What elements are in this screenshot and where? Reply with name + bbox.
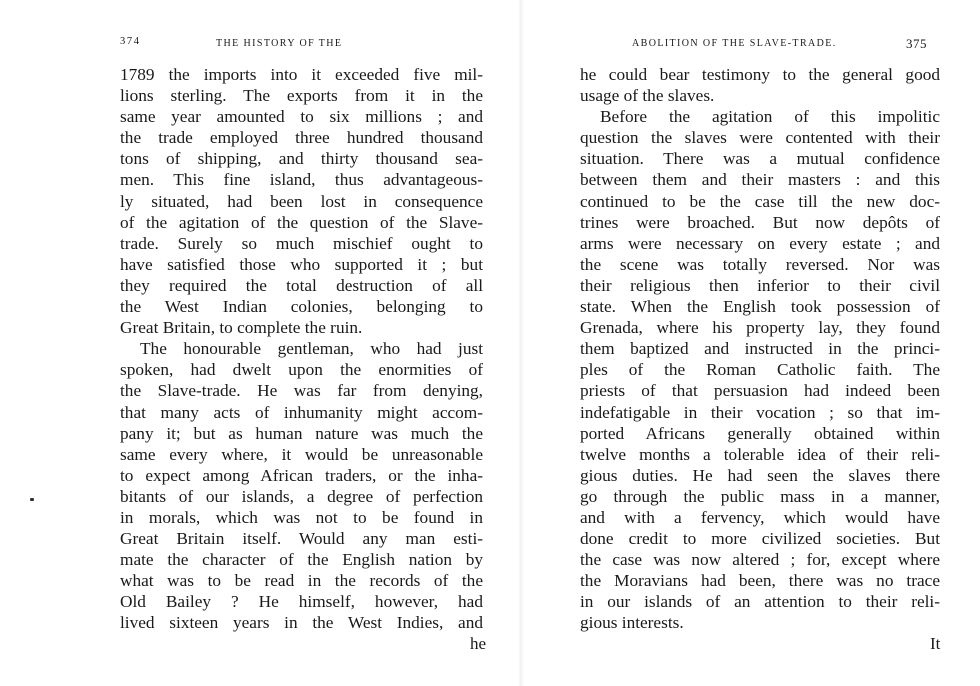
text-line: same every where, it would be unreasonable bbox=[120, 444, 483, 464]
text-line: them baptized and instructed in the princi- bbox=[580, 339, 940, 359]
text-line: indefatigable in their vocation ; so that im- bbox=[580, 402, 940, 422]
left-running-head: THE HISTORY OF THE bbox=[216, 38, 343, 49]
text-line: Grenada, where his property lay, they found bbox=[580, 318, 940, 338]
left-page-number: 374 bbox=[120, 36, 141, 47]
text-line: situation. There was a mutual confidence bbox=[580, 149, 940, 169]
text-line: the West Indian colonies, belonging to bbox=[120, 297, 483, 317]
text-line: he could bear testimony to the general good bbox=[580, 65, 940, 84]
text-line: question the slaves were contented with their bbox=[580, 128, 940, 148]
text-line: ly situated, had been lost in consequence bbox=[120, 191, 483, 211]
text-line: lions sterling. The exports from it in the bbox=[120, 86, 483, 106]
text-line: and with a fervency, which would have bbox=[580, 507, 940, 527]
right-catchword: It bbox=[930, 634, 941, 653]
text-line: 1789 the imports into it exceeded five mil- bbox=[120, 65, 483, 84]
text-line: tons of shipping, and thirty thousand sea- bbox=[120, 149, 483, 169]
right-text-block bbox=[580, 64, 940, 634]
text-line: trines were broached. But now depôts of bbox=[580, 212, 940, 232]
right-page bbox=[520, 0, 980, 686]
text-line: bitants of our islands, a degree of perfection bbox=[120, 486, 483, 506]
text-line: the trade employed three hundred thousand bbox=[120, 128, 483, 148]
text-line: the Moravians had been, there was no trace bbox=[580, 571, 940, 591]
text-line: that many acts of inhumanity might accom- bbox=[120, 402, 483, 422]
right-page-number: 375 bbox=[906, 36, 927, 51]
right-running-head: ABOLITION OF THE SLAVE-TRADE. bbox=[632, 38, 837, 49]
text-line: they required the total destruction of all bbox=[120, 275, 483, 295]
text-line: the case was now altered ; for, except where bbox=[580, 550, 940, 570]
text-line: Before the agitation of this impolitic bbox=[600, 107, 940, 127]
text-line: men. This fine island, thus advantageous- bbox=[120, 170, 483, 190]
text-line: twelve months a tolerable idea of their reli- bbox=[580, 444, 940, 464]
text-line: mate the character of the English nation by bbox=[120, 550, 483, 570]
text-line: pany it; but as human nature was much the bbox=[120, 423, 483, 443]
margin-speck bbox=[30, 498, 34, 501]
text-line: Great Britain itself. Would any man esti- bbox=[120, 529, 483, 549]
text-line: Old Bailey ? He himself, however, had bbox=[120, 592, 483, 612]
text-line: gious duties. He had seen the slaves there bbox=[580, 465, 940, 485]
text-line: in morals, which was not to be found in bbox=[120, 507, 483, 527]
left-text-block bbox=[120, 64, 483, 634]
text-line: between them and their masters : and this bbox=[580, 170, 940, 190]
text-line: have satisfied those who supported it ; but bbox=[120, 254, 483, 274]
left-catchword: he bbox=[470, 634, 487, 653]
text-line: lived sixteen years in the West Indies, and bbox=[120, 613, 483, 633]
text-line: done credit to more civilized societies. But bbox=[580, 529, 940, 549]
text-line: of the agitation of the question of the Slave- bbox=[120, 212, 483, 232]
text-line: the scene was totally reversed. Nor was bbox=[580, 254, 940, 274]
text-line: ples of the Roman Catholic faith. The bbox=[580, 360, 940, 380]
text-line: in our islands of an attention to their reli- bbox=[580, 592, 940, 612]
text-line: The honourable gentleman, who had just bbox=[140, 339, 483, 359]
text-line: ported Africans generally obtained within bbox=[580, 423, 940, 443]
text-line: their religious then inferior to their civil bbox=[580, 275, 940, 295]
text-line: trade. Surely so much mischief ought to bbox=[120, 233, 483, 253]
text-line: usage of the slaves. bbox=[580, 86, 715, 106]
text-line: arms were necessary on every estate ; and bbox=[580, 233, 940, 253]
text-line: what was to be read in the records of the bbox=[120, 571, 483, 591]
text-line: same year amounted to six millions ; and bbox=[120, 107, 483, 127]
text-line: continued to be the case till the new doc- bbox=[580, 191, 940, 211]
text-line: priests of that persuasion had indeed been bbox=[580, 381, 940, 401]
text-line: Great Britain, to complete the ruin. bbox=[120, 318, 363, 338]
text-line: go through the public mass in a manner, bbox=[580, 486, 940, 506]
text-line: to expect among African traders, or the inha- bbox=[120, 465, 483, 485]
text-line: gious interests. bbox=[580, 613, 684, 633]
text-line: state. When the English took possession of bbox=[580, 297, 940, 317]
text-line: the Slave-trade. He was far from denying, bbox=[120, 381, 483, 401]
text-line: spoken, had dwelt upon the enormities of bbox=[120, 360, 483, 380]
